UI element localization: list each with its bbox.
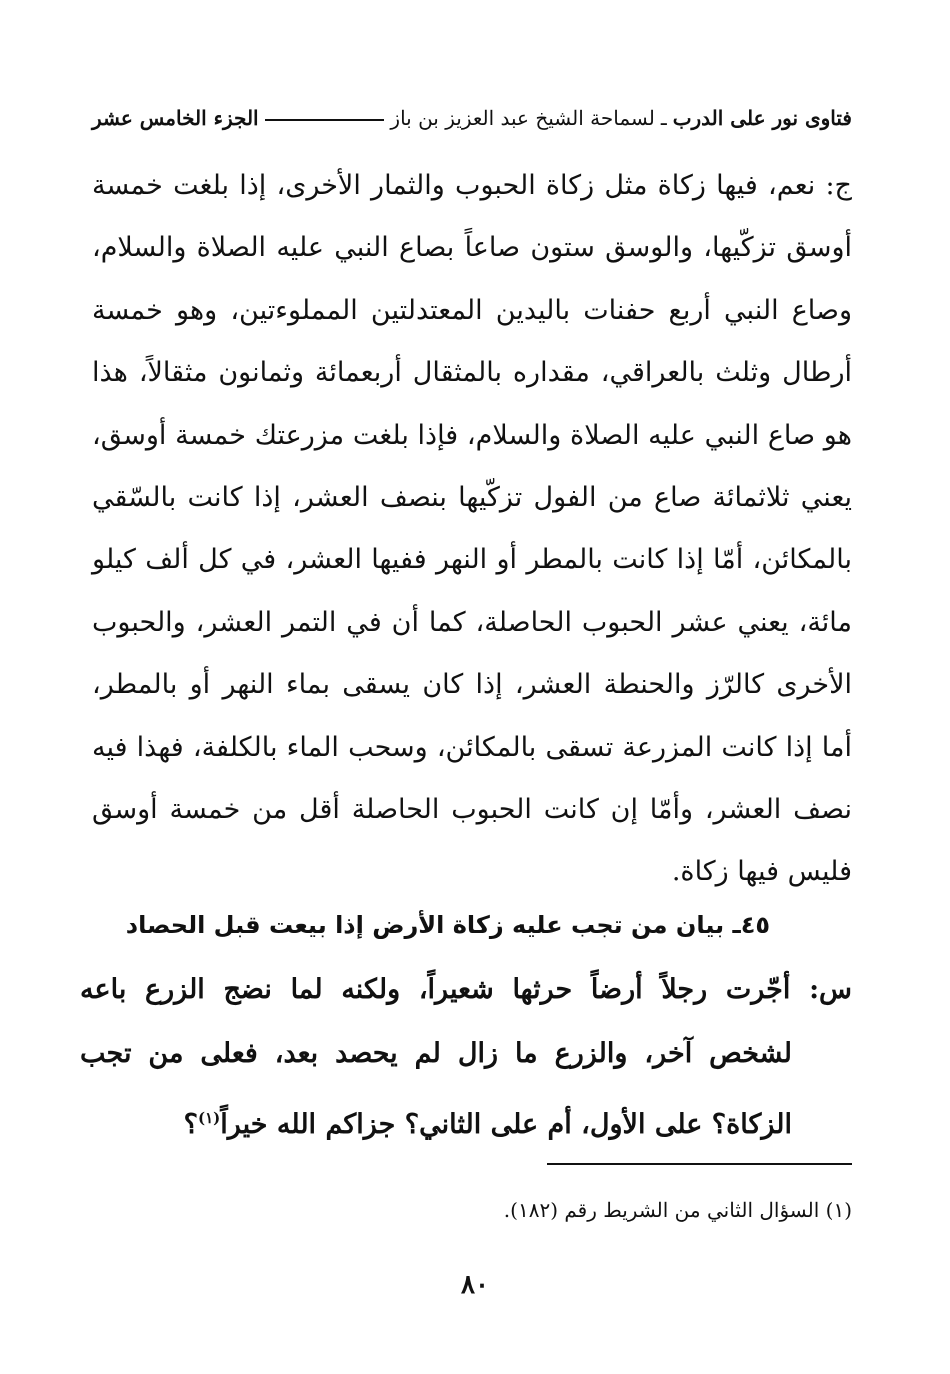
question-line-1: س: أجّرت رجلاً أرضاً حرثها شعيراً، ولكنه لما نضج الزرع باعه: [80, 974, 852, 1005]
author-name: لسماحة الشيخ عبد العزيز بن باز: [390, 106, 655, 130]
footnote: (١) السؤال الثاني من الشريط رقم (١٨٢).: [503, 1198, 852, 1222]
question-line-3: [80, 1086, 852, 1157]
volume-label: الجزء الخامس عشر: [92, 106, 259, 130]
question-paragraph: [80, 958, 852, 1157]
section-heading: ٤٥ـ بيان من تجب عليه زكاة الأرض إذا بيعت قبل الحصاد: [125, 911, 770, 939]
question-end-mark: ؟: [183, 1109, 198, 1140]
page-number: ٨٠: [461, 1270, 489, 1300]
footnote-reference: (١): [197, 1109, 221, 1127]
question-line-3-text: الزكاة؟ على الأول، أم على الثاني؟ جزاكم الله خيراً: [220, 1109, 792, 1140]
answer-paragraph: ج: نعم، فيها زكاة مثل زكاة الحبوب والثمار الأخرى، إذا بلغت خمسة أوسق تزكّيها، والوسق ستون صاعاً بصاع النبي عليه الصلاة والسلام، وصاع النبي أربع حفنات باليدين المعتدلتين المملوءتين، وهو خمسة أرطال وثلث بالعراقي، مقداره بالمثقال أربعمائة وثمانون مثقالاً، هذا هو صاع النبي عليه الصلاة والسلام، فإذا بلغت مزرعتك خمسة أوسق، يعني ثلاثمائة صاع من الفول تزكّيها بنصف العشر، إذا كانت بالسّقي بالمكائن، أمّا إذا كانت بالمطر أو النهر ففيها العشر، في كل ألف كيلو مائة، يعني عشر الحبوب الحاصلة، كما أن في التمر العشر، والحبوب الأخرى كالرّز والحنطة العشر، إذا كان يسقى بماء النهر أو بالمطر، أما إذا كانت المزرعة تسقى بالمكائن، وسحب الماء بالكلفة، فهذا فيه نصف العشر، وأمّا إن كانت الحبوب الحاصلة أقل من خمسة أوسق فليس فيها زكاة.: [92, 170, 852, 888]
header-rule: [265, 119, 385, 121]
footnote-divider: [547, 1163, 852, 1165]
header-separator: ـ: [660, 106, 667, 130]
question-line-2: لشخص آخر، والزرع ما زال لم يحصد بعد، فعلى من تجب: [80, 1038, 792, 1069]
book-title: فتاوى نور على الدرب: [672, 106, 852, 130]
running-header: [92, 98, 852, 138]
